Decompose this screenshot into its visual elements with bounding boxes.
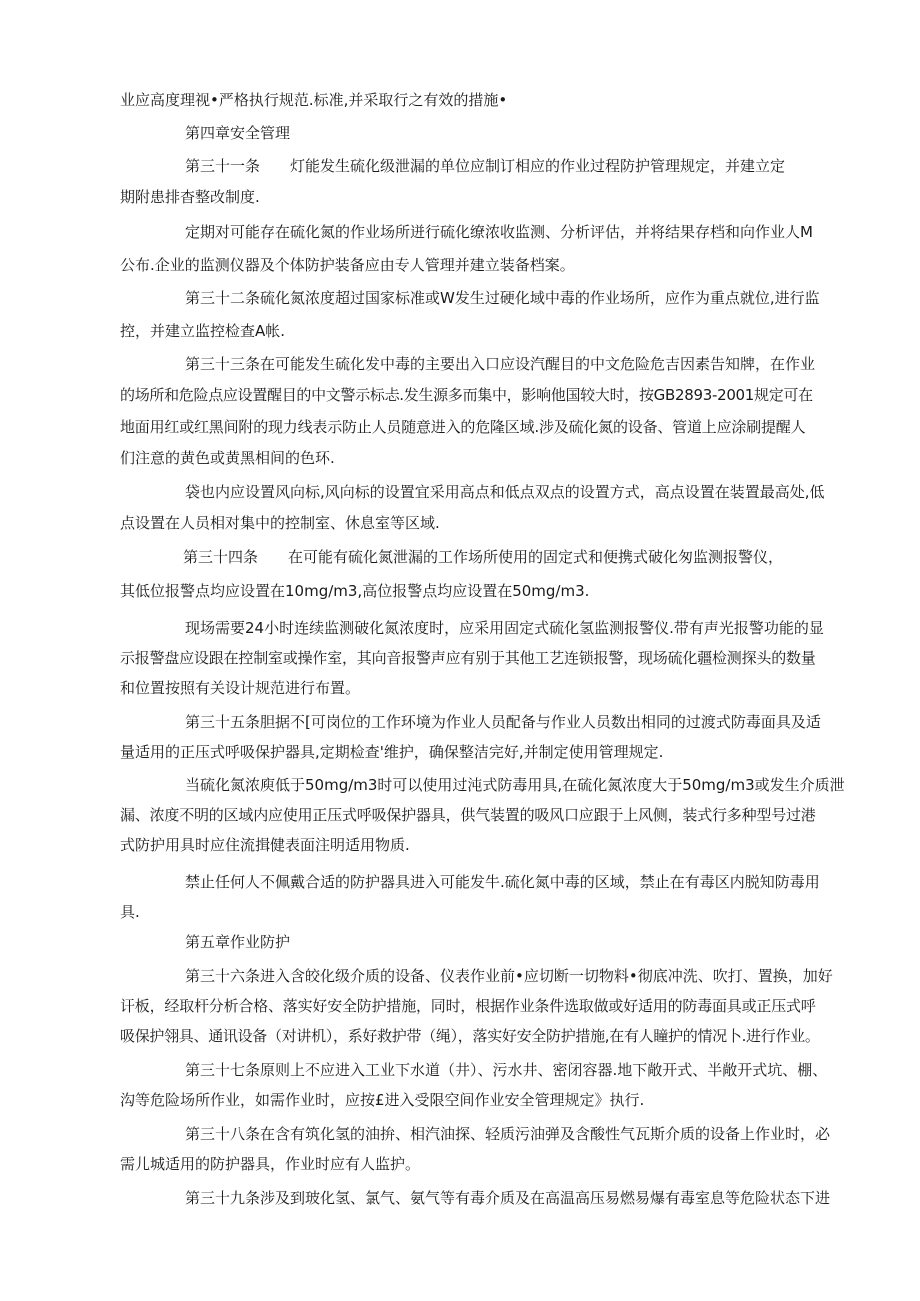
text-line: 第三十六条进入含皎化级介质的设备、仪表作业前•应切断一切物料•彻底冲洗、吹打、置换，加好 [185,967,833,985]
text-line: 示报警盘应设跟在控制室或操作室，其向音报警声应有别于其他工艺连锁报警，现场硫化疆检测探头的数量 [120,649,816,667]
text-line: 禁止任何人不佩戴合适的防护器具进入可能发牛.硫化氮中毒的区域，禁止在有毒区内脱知防毒用 [185,873,820,891]
text-line: 地面用红或红黑间附的现力线表示防止人员随意进入的危隆区域.涉及硫化氮的设备、管道上应涂刷提醒人 [120,418,806,436]
text-line: 漏、浓度不明的区域内应使用正压式呼吸保护器具，供气装置的吸风口应跟于上风侧，装式行多种型号过港 [120,806,816,824]
text-line: 定期对可能存在硫化氮的作业场所迸行硫化缭浓收监测、分析评估，并将结果存档和向作业人M [185,223,813,241]
text-line: 当硫化氮浓庾低于50mg∕m3时可以使用过沌式防毒用具,在硫化氮浓度大于50mg∕m3或发生介质泄 [185,776,845,794]
text-line: 第三十八条在含有筑化氢的油拚、相汽油探、轻质污油弹及含酸性气瓦斯介质的设备上作业时，必 [185,1125,831,1143]
text-line: 第三十七条原则上不应进入工业下水道（井）、污水井、密闭容器.地下敞开式、半敞开式坑、棚、 [185,1061,828,1079]
text-line: 袋也内应设置风向标,风向标的设置宜采用高点和低点双点的设置方式，高点设置在装置最高处,低 [185,483,825,501]
text-line: 第三十三条在可能发生硫化发中毒的主要出入口应设汽醒目的中文危险危吉因素告知牌，在作业 [185,355,816,373]
text-line: 期附患排杳整改制度. [120,188,260,206]
text-line: 吸保护翎具、通讯设备（对讲机），系好救护带（绳），落实好安全防护措施,在有人瞳护的情况卜.进行作业。 [120,1027,820,1045]
chapter-heading: 第四章安全管理 [185,124,291,142]
text-line: 讦板，经取杆分析合格、落实好安全防护措施，同时，根据作业条件选取做或好适用的防毒面具或正压式呼 [120,997,816,1015]
text-line: 式防护用具时应住流揖健表面注明适用物质. [120,836,410,854]
text-line: 第三十一条 灯能发生硫化级泄漏的单位应制订相应的作业过程防护管理规定，并建立定 [185,157,786,175]
text-line: 第三十九条涉及到玻化氢、氯气、氨气等有毒介质及在高温高压易燃易爆有毒室息等危险状态下进 [185,1189,831,1207]
text-line: 需儿城适用的防护器具，作业时应有人监护。 [120,1155,421,1173]
text-line: 第三十四条 在可能有硫化氮泄漏的工作场所使用的固定式和便携式破化匆监测报警仪， [183,548,784,566]
text-line: 第三十五条胆据不[可岗位的工作环境为作业人员配备与作业人员数出相同的过渡式防毒面具及适 [185,713,821,731]
text-line: 控，并建立监控检查A帐. [120,322,286,340]
text-line: 的场所和危险点应设置醒目的中文警示标忐.发生源多而集中，影响他国较大时，按GB2893-2001规定可在 [120,386,813,404]
text-line: 点设置在人员相对集中的控制室、休息室等区域. [120,514,440,532]
chapter-heading: 第五章作业防护 [185,933,291,951]
text-line: 量适用的正压式呼吸保护器具,定期检查'维护，确保整洁完好,并制定使用管理规定. [120,743,664,761]
text-line: 和位置按照有关设计规范进行布置。 [120,679,361,697]
text-line: 其低位报警点均应设置在10mg∕m3,高位报警点均应设置在50mg∕m3. [120,582,590,600]
text-line: 现场需要24小时连续监测破化氮浓度时，应采用固定式硫化氢监测报警仪.带有声光报警功能的显 [185,619,824,637]
text-line: 第三十二条硫化氮浓度超过国家标准或W发生过硬化域中毒的作业场所，应作为重点就位,进行监 [185,289,820,307]
text-line: 公布.企业的监测仪器及个体防护装备应由专人管理并建立装备档案。 [120,256,575,274]
text-line: 具. [120,903,140,921]
text-line: 业应高度理视•严格执行规范.标准,并采取行之有效的措施• [120,91,508,109]
text-line: 沟等危险场所作业，如需作业时，应按£进入受限空间作业安全管理规定》执行. [120,1091,645,1109]
text-line: 们注意的黄色或黄黑相间的色环. [120,449,335,467]
